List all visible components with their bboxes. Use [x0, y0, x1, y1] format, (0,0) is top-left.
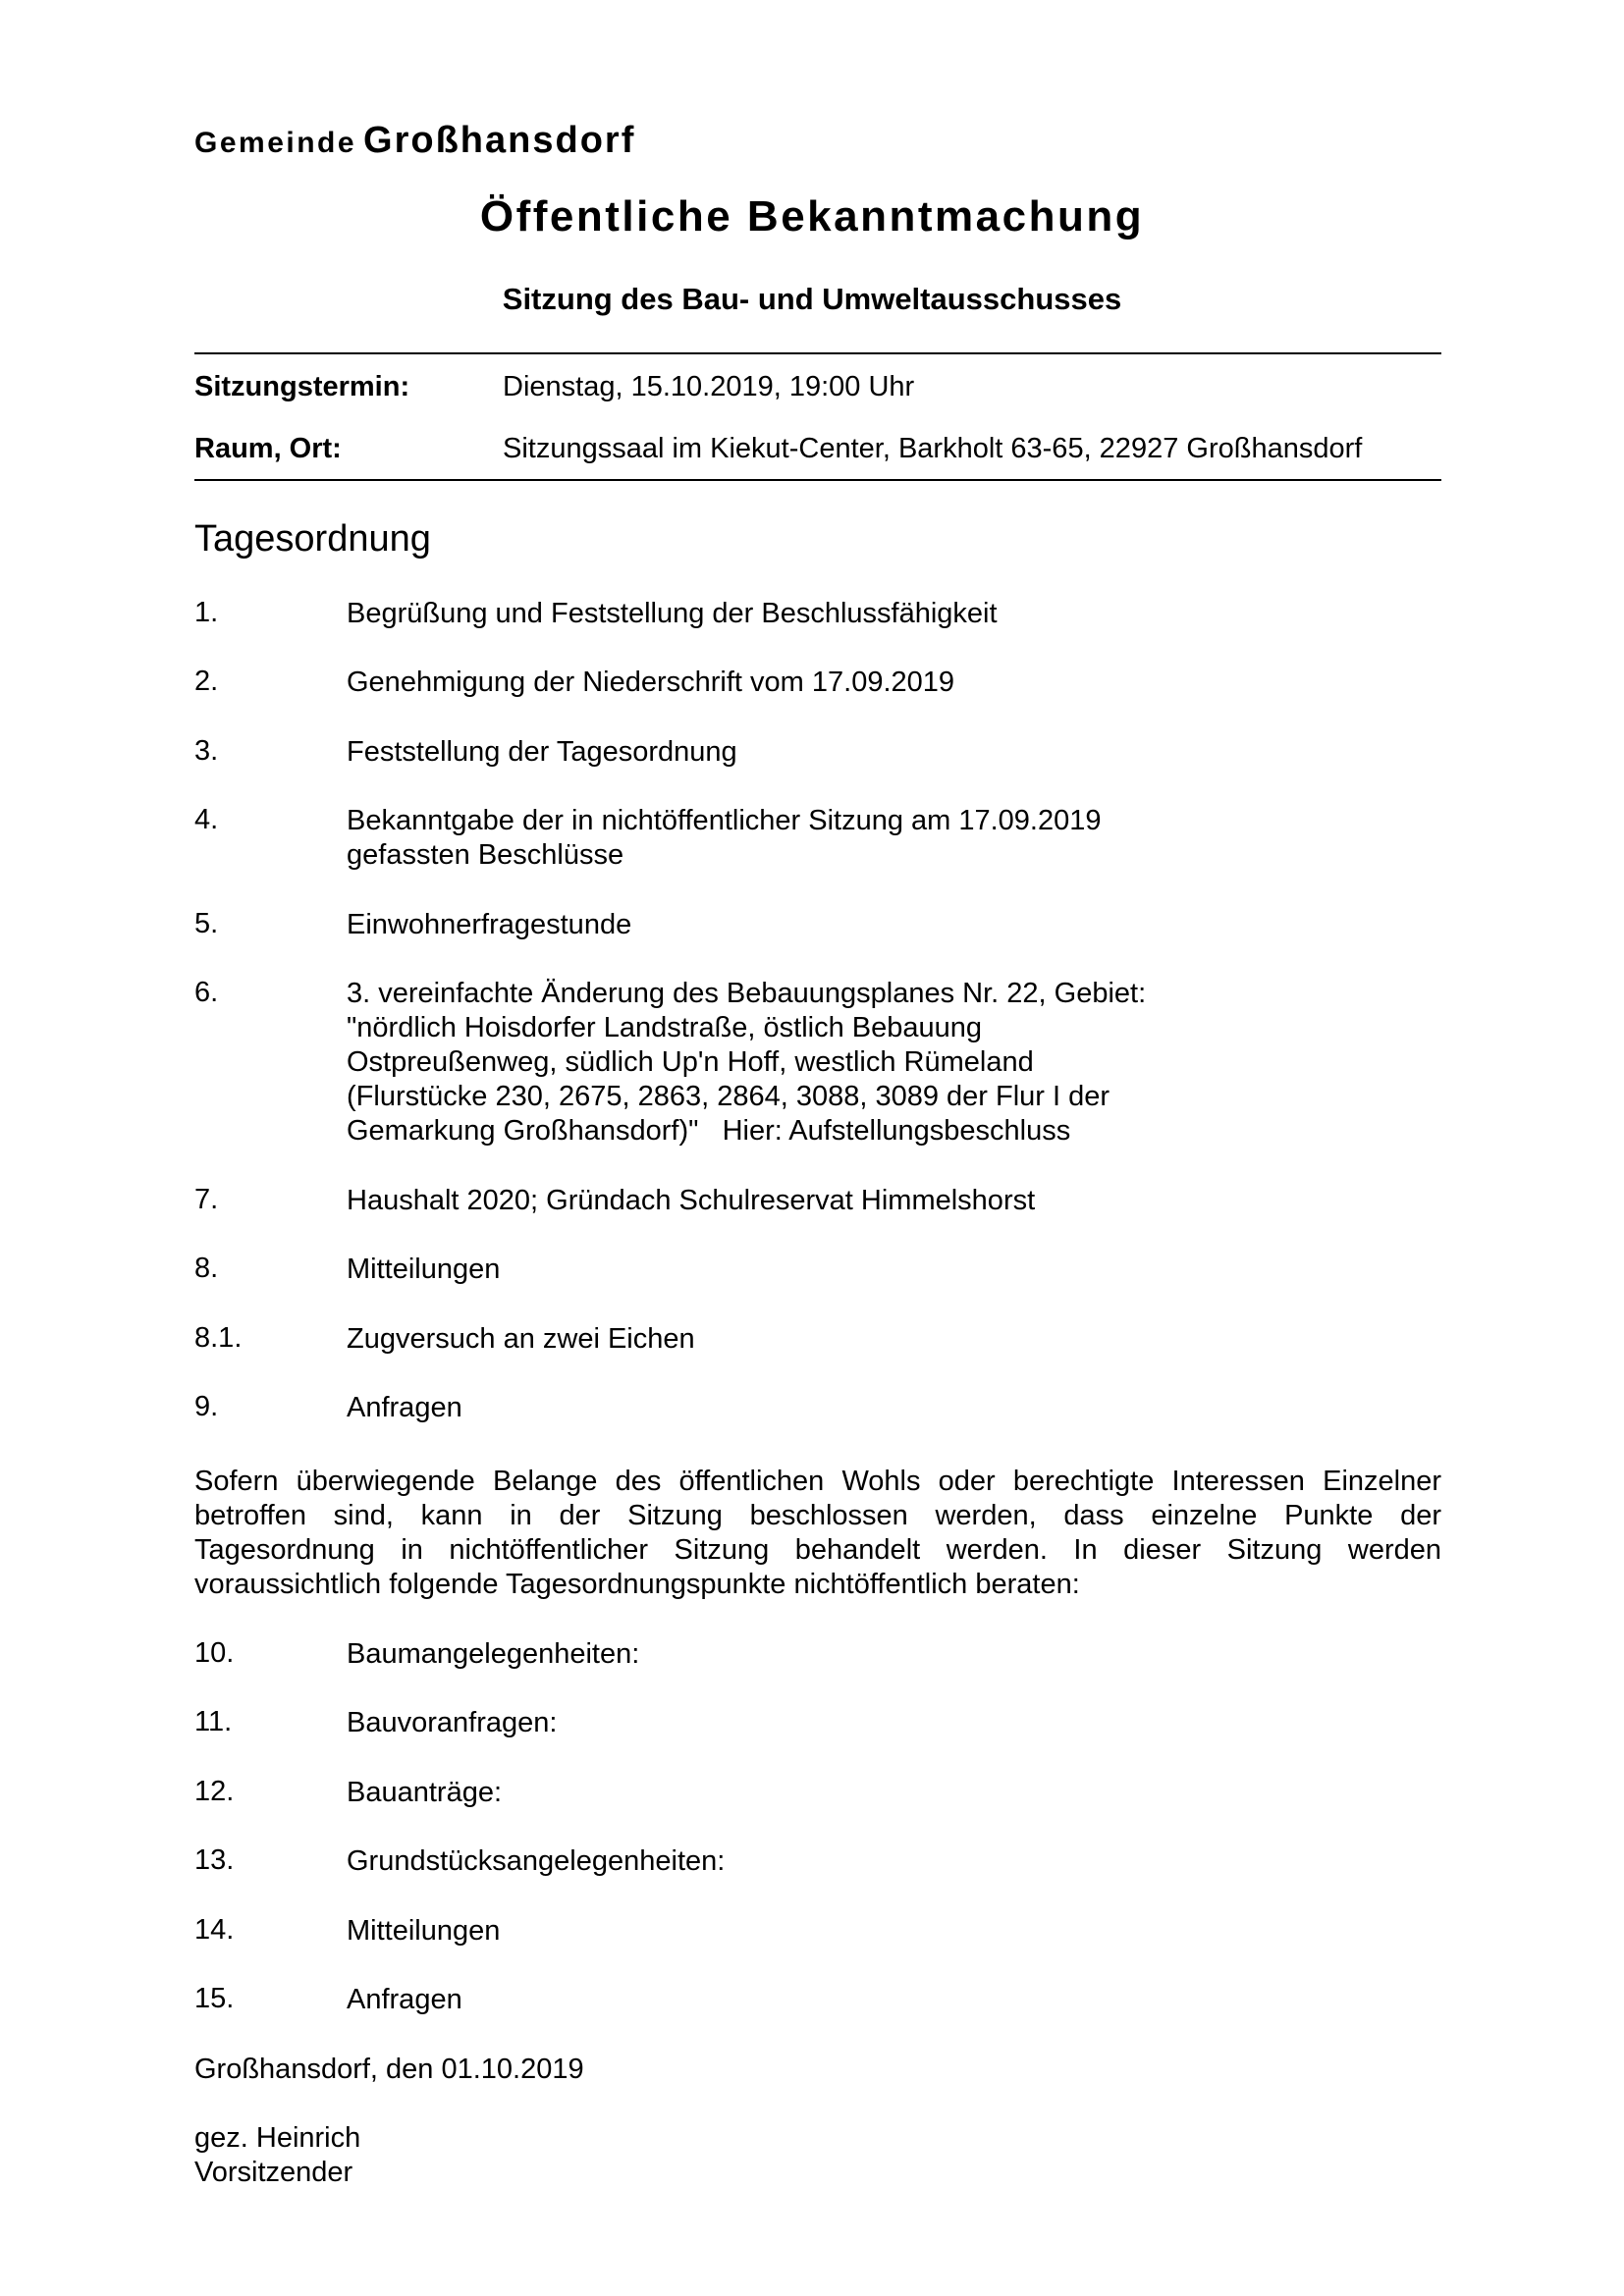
agenda-item-number: 9. [194, 1391, 219, 1422]
agenda-item-text: Grundstücksangelegenheiten: [347, 1845, 726, 1877]
municipality-name: Großhansdorf [363, 120, 636, 161]
agenda-item-text: Bekanntgabe der in nichtöffentlicher Sitzung am 17.09.2019 gefassten Beschlüsse [347, 805, 1102, 871]
agenda-item-text: Bauvoranfragen: [347, 1707, 558, 1738]
bottom-divider [194, 479, 1441, 481]
agenda-item-text: Einwohnerfragestunde [347, 909, 632, 940]
agenda-item-number: 3. [194, 735, 219, 767]
agenda-item-text: Zugversuch an zwei Eichen [347, 1323, 695, 1355]
top-divider [194, 352, 1441, 354]
agenda-item-number: 13. [194, 1844, 235, 1876]
notice-line: betroffen sind, kann in der Sitzung beschlossen werden, dass einzelne Punkte der [194, 1500, 1441, 1531]
document-subtitle: Sitzung des Bau- und Umweltausschusses [502, 282, 1122, 316]
agenda-item-text: Bauanträge: [347, 1777, 503, 1808]
signature-role: Vorsitzender [194, 2157, 353, 2188]
agenda-item-number: 8. [194, 1253, 219, 1284]
non-public-notice [194, 1465, 1441, 1602]
agenda-item-text: Mitteilungen [347, 1254, 501, 1285]
agenda-heading: Tagesordnung [194, 518, 431, 560]
agenda-item-text: Feststellung der Tagesordnung [347, 736, 737, 768]
agenda-item-number: 7. [194, 1184, 219, 1215]
place-and-date: Großhansdorf, den 01.10.2019 [194, 2054, 584, 2085]
agenda-item-text: 3. vereinfachte Änderung des Bebauungsplanes Nr. 22, Gebiet: "nördlich Hoisdorfer Landstraße, östlich Bebauung Ostpreußenweg, südlich Up'n Hoff, westlich Rümeland (Flurstücke 230, 2675, 2863, 2864, 3088, 3089 der Flur I der Gemarkung Großhansdorf)" Hier: Aufstellungsbeschluss [347, 978, 1147, 1147]
agenda-item-text: Begrüßung und Feststellung der Beschlussfähigkeit [347, 598, 998, 629]
meeting-place-value: Sitzungssaal im Kiekut-Center, Barkholt 63-65, 22927 Großhansdorf [503, 433, 1363, 464]
agenda-item-number: 12. [194, 1776, 235, 1807]
agenda-item-text: Mitteilungen [347, 1915, 501, 1947]
municipality-prefix: Gemeinde [194, 127, 357, 159]
agenda-item-number: 6. [194, 977, 219, 1008]
notice-line: Sofern überwiegende Belange des öffentlichen Wohls oder berechtigte Interessen Einzelner [194, 1466, 1441, 1497]
meeting-date-value: Dienstag, 15.10.2019, 19:00 Uhr [503, 371, 915, 402]
notice-line: voraussichtlich folgende Tagesordnungspunkte nichtöffentlich beraten: [194, 1569, 1080, 1600]
agenda-item-text: Anfragen [347, 1984, 462, 2015]
agenda-item-number: 10. [194, 1637, 235, 1669]
signature-name: gez. Heinrich [194, 2122, 361, 2154]
agenda-item-number: 4. [194, 804, 219, 835]
document-title: Öffentliche Bekanntmachung [479, 192, 1145, 240]
notice-line: Tagesordnung in nichtöffentlicher Sitzung behandelt werden. In dieser Sitzung werden [194, 1534, 1441, 1566]
agenda-item-number: 2. [194, 666, 219, 697]
meeting-date-label: Sitzungstermin: [194, 371, 410, 402]
meeting-place-label: Raum, Ort: [194, 433, 342, 464]
agenda-item-number: 5. [194, 908, 219, 939]
agenda-item-number: 8.1. [194, 1322, 243, 1354]
agenda-item-number: 14. [194, 1914, 235, 1946]
agenda-item-number: 11. [194, 1706, 233, 1737]
municipality-header [194, 120, 635, 162]
agenda-item-number: 1. [194, 597, 219, 628]
agenda-item-text: Genehmigung der Niederschrift vom 17.09.2019 [347, 667, 955, 698]
agenda-item-text: Anfragen [347, 1392, 462, 1423]
agenda-item-text: Haushalt 2020; Gründach Schulreservat Himmelshorst [347, 1185, 1036, 1216]
agenda-item-number: 15. [194, 1983, 235, 2014]
agenda-item-text: Baumangelegenheiten: [347, 1638, 640, 1670]
